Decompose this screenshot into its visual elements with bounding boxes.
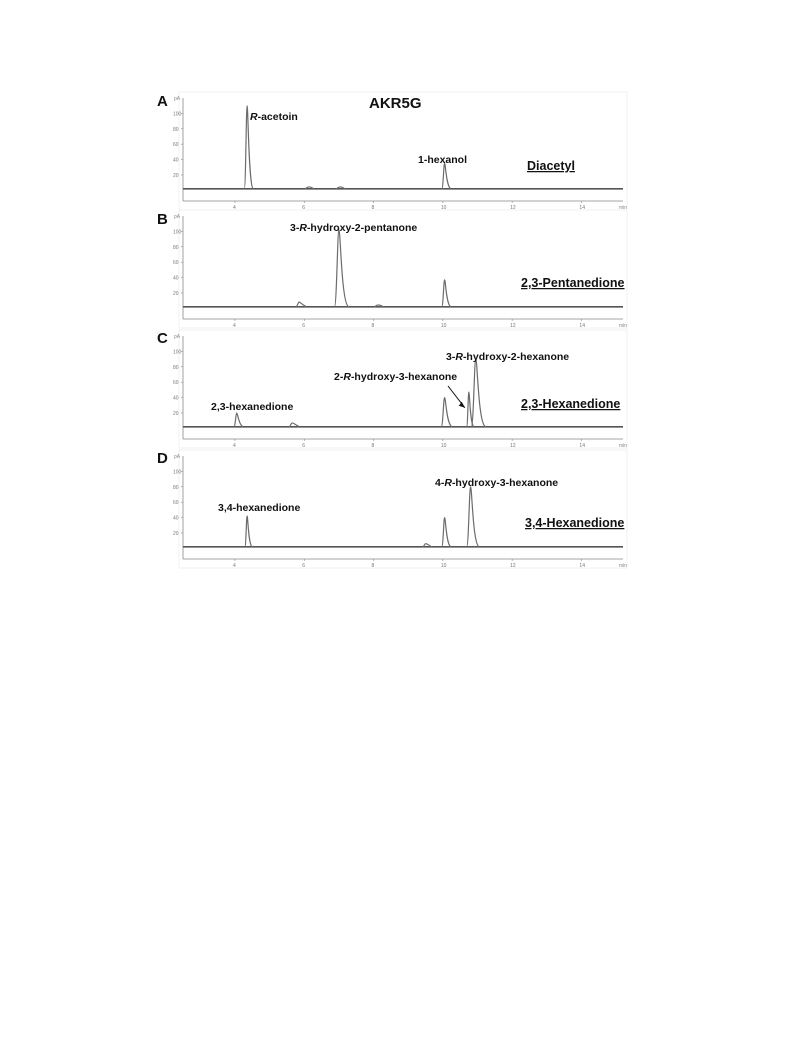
chromatogram-peak xyxy=(471,359,485,427)
chromatogram-peak xyxy=(442,280,451,307)
y-tick-label: 20 xyxy=(173,410,179,417)
peak-label: 3,4-hexanedione xyxy=(218,502,301,514)
panel-letter: C xyxy=(157,330,168,347)
x-tick-label: 14 xyxy=(579,443,585,449)
x-tick-label: 14 xyxy=(579,563,585,569)
plot-frame xyxy=(179,330,627,448)
y-tick-label: 20 xyxy=(173,290,179,297)
y-tick-label: 40 xyxy=(173,395,179,402)
x-tick-label: 12 xyxy=(510,323,516,329)
x-tick-label: 14 xyxy=(579,323,585,329)
y-tick-label: 80 xyxy=(173,126,179,133)
chromatogram-peak xyxy=(234,413,243,427)
x-tick-label: 8 xyxy=(371,563,375,569)
x-tick-label: 10 xyxy=(440,443,447,449)
y-unit-label: pA xyxy=(174,454,181,460)
y-tick-label: 80 xyxy=(173,244,179,251)
x-tick-label: 12 xyxy=(510,443,516,449)
x-tick-label: 4 xyxy=(232,443,236,449)
x-tick-label: 6 xyxy=(302,443,306,449)
chromatogram-peak xyxy=(442,163,451,188)
y-tick-label: 40 xyxy=(173,275,179,282)
peak-label: 3-R-hydroxy-2-pentanone xyxy=(290,222,418,234)
arrow-head xyxy=(459,402,465,408)
panel-d xyxy=(157,450,627,569)
chromatogram-peak xyxy=(334,230,348,307)
x-tick-label: 6 xyxy=(302,563,306,569)
y-tick-label: 100 xyxy=(173,111,182,118)
figure-title: AKR5G xyxy=(369,95,422,112)
panel-letter: D xyxy=(157,450,168,467)
substrate-label: 2,3-Pentanedione xyxy=(521,276,625,290)
chromatogram-peak xyxy=(441,398,452,427)
peak-label: R-acetoin xyxy=(250,111,298,123)
y-tick-label: 20 xyxy=(173,172,179,179)
y-tick-label: 80 xyxy=(173,484,179,491)
peak-label: 2-R-hydroxy-3-hexanone xyxy=(334,371,458,383)
x-tick-label: 8 xyxy=(371,205,375,211)
substrate-label: 2,3-Hexanedione xyxy=(521,397,621,411)
substrate-label: 3,4-Hexanedione xyxy=(525,516,625,530)
x-tick-label: 14 xyxy=(579,205,585,211)
x-tick-label: 4 xyxy=(232,563,236,569)
x-tick-label: 4 xyxy=(232,205,236,211)
x-tick-label: 12 xyxy=(510,563,516,569)
y-tick-label: 100 xyxy=(173,469,182,476)
x-unit-label: min xyxy=(619,323,628,329)
y-unit-label: pA xyxy=(174,214,181,220)
panel-b xyxy=(157,210,627,329)
x-unit-label: min xyxy=(619,563,628,569)
y-tick-label: 60 xyxy=(173,260,179,267)
y-unit-label: pA xyxy=(174,96,181,102)
peak-label: 3-R-hydroxy-2-hexanone xyxy=(446,351,570,363)
substrate-label: Diacetyl xyxy=(527,159,575,173)
x-tick-label: 4 xyxy=(232,323,236,329)
x-tick-label: 10 xyxy=(440,205,447,211)
y-tick-label: 40 xyxy=(173,515,179,522)
x-tick-label: 10 xyxy=(440,323,447,329)
y-tick-label: 100 xyxy=(173,229,182,236)
y-tick-label: 100 xyxy=(173,349,182,356)
panel-letter: A xyxy=(157,93,168,110)
y-tick-label: 80 xyxy=(173,364,179,371)
chromatogram-peak xyxy=(442,518,451,547)
x-unit-label: min xyxy=(619,205,628,211)
y-tick-label: 60 xyxy=(173,142,179,149)
peak-label: 1-hexanol xyxy=(418,154,468,166)
chromatogram-peak xyxy=(467,487,479,547)
x-tick-label: 12 xyxy=(510,205,516,211)
panel-letter: B xyxy=(157,211,168,228)
x-tick-label: 6 xyxy=(302,323,306,329)
x-tick-label: 6 xyxy=(302,205,306,211)
y-tick-label: 40 xyxy=(173,157,179,164)
y-tick-label: 20 xyxy=(173,530,179,537)
y-tick-label: 60 xyxy=(173,380,179,387)
x-tick-label: 10 xyxy=(440,563,447,569)
y-unit-label: pA xyxy=(174,334,181,340)
peak-label: 4-R-hydroxy-3-hexanone xyxy=(435,477,559,489)
x-unit-label: min xyxy=(619,443,628,449)
x-tick-label: 8 xyxy=(371,323,375,329)
x-tick-label: 8 xyxy=(371,443,375,449)
panel-c xyxy=(157,330,627,449)
y-tick-label: 60 xyxy=(173,500,179,507)
chromatogram-peak xyxy=(245,516,252,547)
peak-label: 2,3-hexanedione xyxy=(211,401,294,413)
